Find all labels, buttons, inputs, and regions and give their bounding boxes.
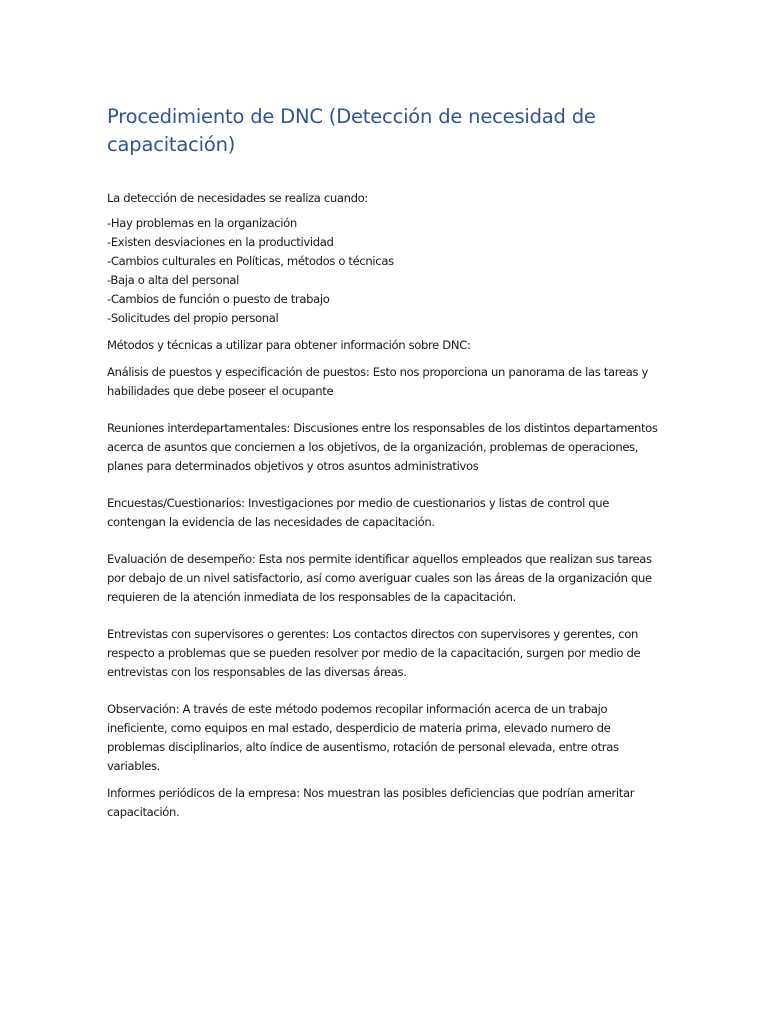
method-paragraph-surveys: Encuestas/Cuestionarios: Investigaciones por medio de cuestionarios y listas de control que contengan la evidencia de las necesidades de capacitación. — [107, 496, 610, 529]
list-item: -Solicitudes del propio personal — [107, 311, 279, 325]
list-item: -Cambios culturales en Políticas, métodos o técnicas — [107, 254, 394, 268]
bullet-list — [107, 214, 667, 328]
list-item: -Baja o alta del personal — [107, 273, 239, 287]
document-page — [107, 103, 667, 822]
document-body — [107, 189, 667, 822]
list-item: -Cambios de función o puesto de trabajo — [107, 292, 330, 306]
methods-intro-paragraph: Métodos y técnicas a utilizar para obtener información sobre DNC: — [107, 338, 471, 352]
list-item: -Hay problemas en la organización — [107, 216, 297, 230]
list-item: -Existen desviaciones en la productividad — [107, 235, 334, 249]
method-paragraph-reports: Informes periódicos de la empresa: Nos muestran las posibles deficiencias que podrían ameritar capacitación. — [107, 786, 635, 819]
method-paragraph-job-analysis: Análisis de puestos y especificación de puestos: Esto nos proporciona un panorama de las tareas y habilidades que debe poseer el ocupante — [107, 365, 648, 398]
method-paragraph-performance: Evaluación de desempeño: Esta nos permite identificar aquellos empleados que realizan sus tareas por debajo de un nivel satisfactorio, así como averiguar cuales son las áreas de la organización que requieren de la atención inmediata de los responsables de la capacitación. — [107, 552, 652, 604]
intro-paragraph: La detección de necesidades se realiza cuando: — [107, 191, 368, 205]
method-paragraph-interviews: Entrevistas con supervisores o gerentes: Los contactos directos con supervisores y gerentes, con respecto a problemas que se pueden resolver por medio de la capacitación, surgen por medio de entrevistas con los responsables de las diversas áreas. — [107, 627, 641, 679]
document-title: Procedimiento de DNC (Detección de necesidad de capacitación) — [107, 105, 596, 156]
method-paragraph-observation: Observación: A través de este método podemos recopilar información acerca de un trabajo ineficiente, como equipos en mal estado, desperdicio de materia prima, elevado numero de problemas disciplinarios, alto índice de ausentismo, rotación de personal elevada, entre otras variables. — [107, 702, 619, 773]
method-paragraph-meetings: Reuniones interdepartamentales: Discusiones entre los responsables de los distintos departamentos acerca de asuntos que conciernen a los objetivos, de la organización, problemas de operaciones, planes para determinados objetivos y otros asuntos administrativos — [107, 421, 658, 473]
